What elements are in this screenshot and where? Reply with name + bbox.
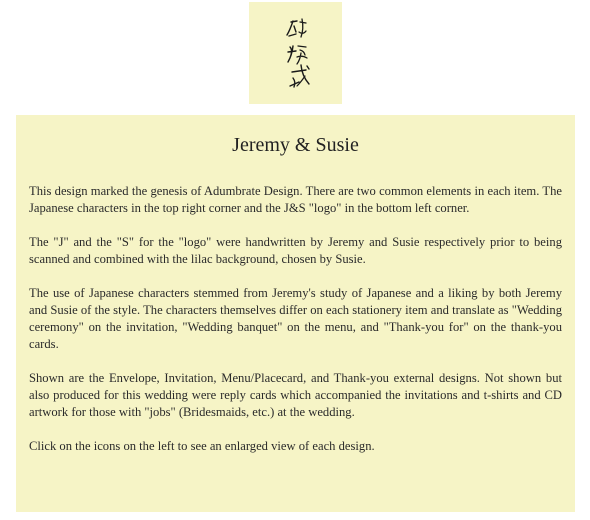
paragraph-designs: Shown are the Envelope, Invitation, Menu/Placecard, and Thank-you external designs. Not shown but also produced for this wedding were reply cards which accompanied the invitations and t-shirts and CD artwork for those with "jobs" (Bridesmaids, etc.) at the wedding.: [29, 371, 562, 419]
page-title: Jeremy & Susie: [232, 134, 359, 156]
calligraphy-logo: [249, 2, 342, 104]
paragraph-intro: This design marked the genesis of Adumbrate Design. There are two common elements in each item. The Japanese characters in the top right corner and the J&S "logo" in the bottom left corner.: [29, 184, 562, 215]
description-panel: [16, 115, 575, 512]
paragraph-logo: The "J" and the "S" for the "logo" were handwritten by Jeremy and Susie respectively prior to being scanned and combined with the lilac background, chosen by Susie.: [29, 235, 562, 266]
paragraph-characters: The use of Japanese characters stemmed from Jeremy's study of Japanese and a liking by both Jeremy and Susie of the style. The characters themselves differ on each stationery item and translate as "Wedding ceremony" on the invitation, "Wedding banquet" on the menu, and "Thank-you for" on the thank-you cards.: [29, 286, 562, 351]
paragraph-instructions: Click on the icons on the left to see an enlarged view of each design.: [29, 439, 375, 453]
japanese-calligraphy-icon: [249, 2, 342, 104]
